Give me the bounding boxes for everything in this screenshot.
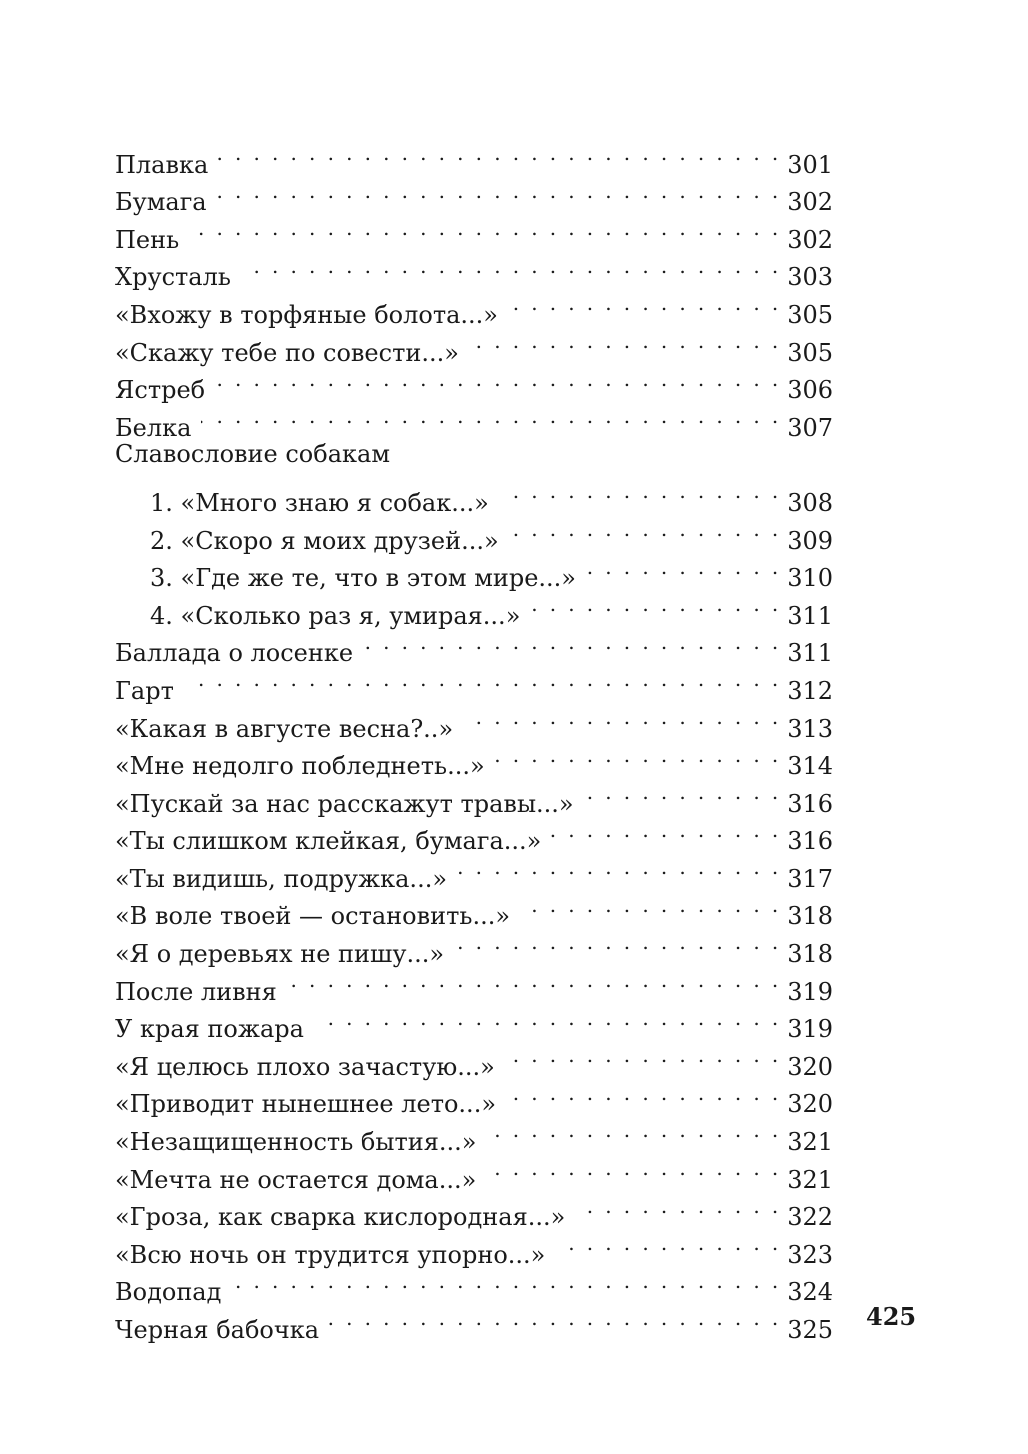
toc-entry-title: «Скажу тебе по совести...» [115,338,459,367]
toc-entry-page: 302 [787,225,833,254]
toc-dot-leader [555,1225,781,1263]
toc-dot-leader [231,1263,781,1301]
toc-entry-title: «Вхожу в торфяные болота...» [115,300,498,329]
toc-entry-page: 319 [787,1015,833,1044]
toc-entry [115,1300,833,1344]
toc-dot-leader [584,774,782,812]
toc-entry [115,361,833,405]
toc-entry-page: 313 [787,714,833,743]
toc-entry-page: 318 [787,940,833,969]
toc-entry [115,398,833,442]
toc-entry-page: 310 [787,564,833,593]
toc-entry-page: 323 [787,1240,833,1269]
toc-entry-title: После ливня [115,977,277,1006]
toc-entry [115,248,833,292]
toc-entry-title: «Ты слишком клейкая, бумага...» [115,827,542,856]
toc-entry [115,436,833,474]
toc-entry-page: 316 [787,789,833,818]
toc-entry-page: 317 [787,864,833,893]
toc-entry-page: 305 [787,338,833,367]
toc-entry-title: У края пожара [115,1015,304,1044]
toc-entry-title: Белка [115,413,192,442]
toc-dot-leader [486,1112,781,1150]
toc-dot-leader [499,473,781,511]
toc-entry-page: 319 [787,977,833,1006]
toc-entry-title: Баллада о лосенке [115,639,354,668]
toc-dot-leader [508,285,781,323]
toc-entry-title: «Какая в августе весна?..» [115,714,454,743]
toc-entry-page: 311 [787,601,833,630]
toc-dot-leader [530,586,781,624]
toc-dot-leader [287,962,781,1000]
page-number: 425 [866,1302,917,1331]
toc-entry-page: 308 [787,488,833,517]
toc-entry-title: «Ты видишь, подружка...» [115,864,448,893]
toc-dot-leader [520,887,781,925]
toc-dot-leader [575,1188,781,1226]
toc-dot-leader [506,1075,781,1113]
toc-dot-leader [184,661,781,699]
toc-entry-page: 309 [787,526,833,555]
toc-dot-leader [495,737,782,775]
toc-entry [115,699,833,743]
toc-entry-page: 324 [787,1278,833,1307]
toc-entry-page: 303 [787,263,833,292]
toc-entry-page: 307 [787,413,833,442]
toc-entry-title: Гарт [115,676,174,705]
toc-entry-title: «Приводит нынешнее лето...» [115,1090,496,1119]
toc-entry-page: 316 [787,827,833,856]
toc-dot-leader [463,699,781,737]
toc-dot-leader [486,1150,781,1188]
toc-entry-title: «Всю ночь он трудится упорно...» [115,1240,546,1269]
toc-entry-title: Черная бабочка [115,1316,320,1344]
toc-entry-title: 2. «Скоро я моих друзей...» [150,526,499,555]
toc-entry [115,173,833,217]
toc-entry [115,135,833,179]
toc-entry-title: «Я о деревьях не пишу...» [115,940,445,969]
toc-dot-leader [586,549,781,587]
toc-entry-title: 1. «Много знаю я собак...» [150,488,489,517]
toc-entry-title: Бумага [115,188,207,217]
toc-dot-leader [217,173,782,211]
toc-entry-page: 321 [787,1165,833,1194]
toc-entry-title: «Мечта не остается дома...» [115,1165,477,1194]
toc-entry-page: 301 [787,150,833,179]
toc-subentry [115,473,833,517]
toc-entry-title: Хрусталь [115,263,231,292]
toc-entry-title: Плавка [115,150,209,179]
toc-dot-leader [457,849,781,887]
toc-entry-title: «В воле твоей — остановить...» [115,902,511,931]
toc-entry-page: 306 [787,376,833,405]
toc-entry-page: 321 [787,1128,833,1157]
toc-dot-leader [218,135,781,173]
toc-dot-leader [215,361,781,399]
toc-dot-leader [551,812,781,850]
toc-entry-title: Славословие собакам [115,439,390,468]
toc-entry-page: 318 [787,902,833,931]
toc-dot-leader [363,624,781,662]
toc-entry-page: 325 [787,1316,833,1344]
toc-entry-page: 320 [787,1090,833,1119]
toc-entry-title: «Незащищенность бытия...» [115,1128,477,1157]
toc-dot-leader [509,511,782,549]
toc-entry [115,210,833,254]
toc-entry [115,661,833,705]
toc-entry-title: Ястреб [115,376,206,405]
toc-dot-leader [505,1037,781,1075]
toc-entry-title: 3. «Где же те, что в этом мире...» [150,564,576,593]
toc-entry-title: Водопад [115,1278,222,1307]
toc-entry-page: 302 [787,188,833,217]
toc-dot-leader [201,398,781,436]
toc-entry-title: «Гроза, как сварка кислородная...» [115,1203,566,1232]
toc-dot-leader [329,1300,781,1338]
toc-entry-title: Пень [115,225,180,254]
toc-dot-leader [454,924,781,962]
toc-dot-leader [314,1000,781,1038]
toc-entry-page: 322 [787,1203,833,1232]
toc-entry-page: 311 [787,639,833,668]
table-of-contents [115,135,833,1344]
toc-dot-leader [241,248,781,286]
toc-entry-page: 312 [787,676,833,705]
toc-entry-title: «Пускай за нас расскажут травы...» [115,789,574,818]
toc-entry-title: «Мне недолго побледнеть...» [115,752,485,781]
toc-entry-page: 314 [787,752,833,781]
toc-entry-page: 305 [787,300,833,329]
toc-entry-title: 4. «Сколько раз я, умирая...» [150,601,521,630]
toc-entry-title: «Я целюсь плохо зачастую...» [115,1052,495,1081]
toc-entry-page: 320 [787,1052,833,1081]
toc-dot-leader [469,323,781,361]
toc-dot-leader [189,210,781,248]
